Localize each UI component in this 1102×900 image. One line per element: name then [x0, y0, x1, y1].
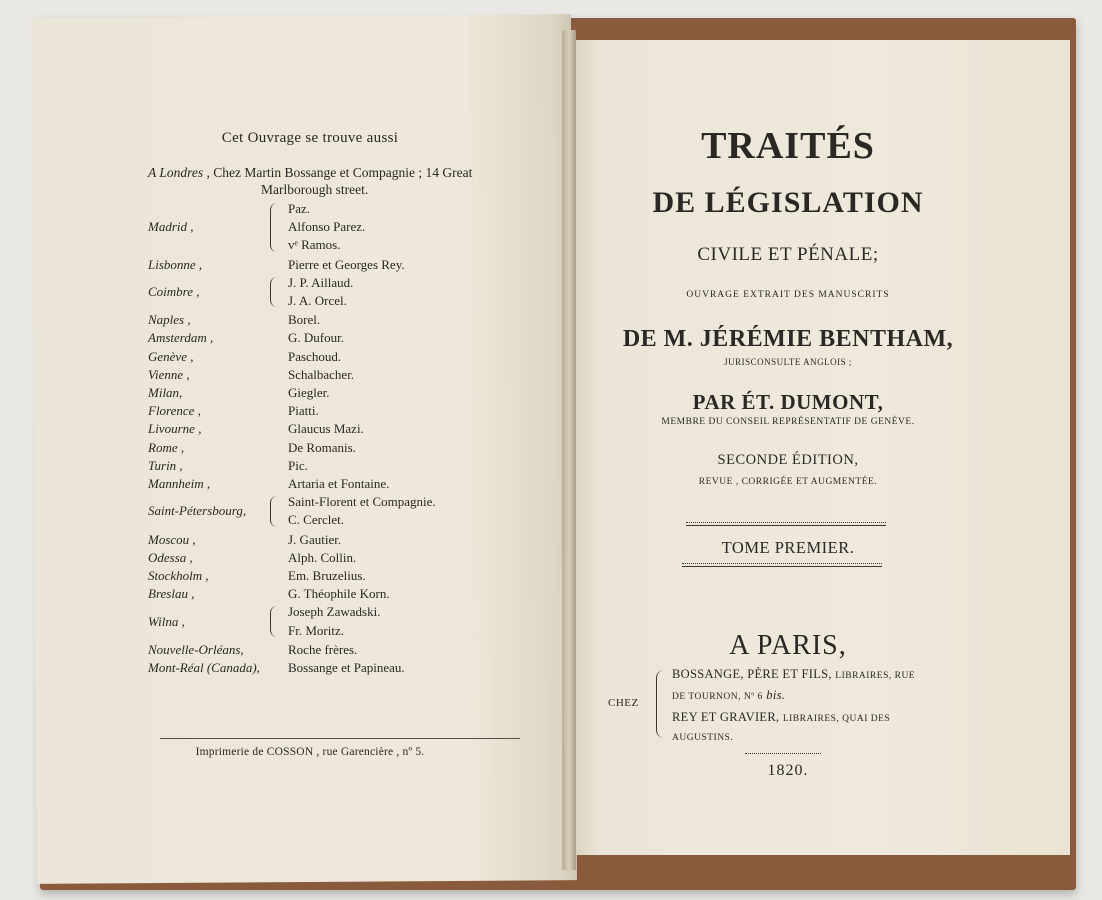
edition-note: REVUE , CORRIGÉE ET AUGMENTÉE. [698, 477, 878, 487]
bookseller-city: Milan, [148, 385, 183, 400]
bookseller-row [0, 200, 560, 255]
bookseller-name: Giegler. [288, 385, 330, 400]
bookseller-name: C. Cerclet. [288, 512, 344, 528]
bookseller-city: Florence , [148, 403, 201, 419]
year: 1820. [767, 762, 809, 779]
bookseller-city: Livourne , [148, 421, 202, 437]
bookseller-city: Stockholm , [148, 568, 209, 583]
publisher2-address: LIBRAIRES, QUAI DES [782, 714, 891, 724]
bookseller-name: J. P. Aillaud. [288, 274, 354, 290]
bookseller-row [0, 641, 560, 659]
printer-imprint: Imprimerie de COSSON , rue Garencière , nº 5. [195, 746, 425, 758]
chez-label: CHEZ [608, 697, 639, 709]
london-street: Marlborough street. [261, 182, 369, 197]
bookseller-row [0, 256, 560, 274]
bookseller-row [0, 311, 560, 329]
publisher2-name: REY ET GRAVIER, [672, 710, 780, 724]
bookseller-city: Turin , [148, 457, 183, 473]
bookseller-city: Odessa , [148, 549, 193, 565]
bookseller-row [0, 366, 560, 384]
extract-note: OUVRAGE EXTRAIT DES MANUSCRITS [686, 290, 890, 300]
bookseller-row [0, 603, 560, 639]
bookseller-name: Joseph Zawadski. [288, 604, 381, 620]
bookseller-city: Wilna , [148, 613, 185, 629]
bookseller-name: Borel. [288, 312, 321, 328]
bookseller-name: Bossange et Papineau. [288, 660, 405, 675]
publisher1-bis: bis. [766, 688, 786, 702]
bookseller-name: Paschoud. [288, 348, 342, 364]
bookseller-city: Moscou , [148, 531, 196, 547]
title-legislation: DE LÉGISLATION [652, 186, 924, 219]
bookseller-row [0, 384, 560, 402]
bookseller-row [0, 439, 560, 457]
bookseller-city: Nouvelle-Orléans, [148, 641, 244, 657]
london-entry [148, 164, 528, 198]
author-role: JURISCONSULTE ANGLOIS ; [724, 357, 852, 367]
london-city: A Londres , [148, 165, 210, 180]
bookseller-row [0, 585, 560, 603]
bookseller-city: Breslau , [148, 586, 195, 602]
volume-rule-bottom [682, 563, 882, 567]
bookseller-row [0, 475, 560, 493]
publisher1-name: BOSSANGE, PÈRE ET FILS, [672, 667, 832, 681]
imprint-city: A PARIS, [729, 630, 847, 661]
book-gutter [562, 30, 576, 870]
bookseller-row [0, 493, 560, 529]
bookseller-name: De Romanis. [288, 439, 356, 455]
bookseller-row [0, 348, 560, 366]
bookseller-name: Piatti. [288, 403, 319, 419]
bookseller-city: Saint-Pétersbourg, [148, 503, 247, 519]
bookseller-row [0, 402, 560, 420]
left-page-rule [160, 738, 520, 739]
bookseller-name: Em. Bruzelius. [288, 568, 366, 583]
bookseller-name: Pierre et Georges Rey. [288, 256, 405, 272]
publisher2-line2 [672, 729, 733, 744]
bookseller-row [0, 549, 560, 567]
bookseller-name: Glaucus Mazi. [288, 421, 364, 437]
bookseller-brace [270, 203, 277, 252]
bookseller-name: Pic. [288, 457, 308, 473]
bookseller-row [0, 659, 560, 677]
bookseller-name: Saint-Florent et Compagnie. [288, 494, 436, 510]
bookseller-row [0, 420, 560, 438]
bookseller-row [0, 274, 560, 310]
bookseller-name: Schalbacher. [288, 366, 355, 382]
bookseller-name: vᵉ Ramos. [288, 237, 341, 253]
publisher2-street: AUGUSTINS. [672, 733, 734, 743]
bookseller-row [0, 329, 560, 347]
bookseller-row [0, 567, 560, 585]
bookseller-name: G. Théophile Korn. [288, 586, 390, 602]
publisher1-address: LIBRAIRES, RUE [835, 671, 916, 681]
bookseller-name: Roche frères. [288, 641, 358, 657]
bookseller-name: Fr. Moritz. [288, 622, 344, 638]
bookseller-name: J. Gautier. [288, 531, 342, 547]
publisher2-line1 [672, 710, 890, 725]
publisher1-line1 [672, 667, 915, 682]
volume: TOME PREMIER. [721, 538, 855, 557]
bookseller-name: Artaria et Fontaine. [288, 476, 390, 491]
bookseller-row [0, 457, 560, 475]
bookseller-city: Amsterdam , [148, 330, 214, 346]
bookseller-city: Madrid , [148, 219, 194, 235]
editor: PAR ÉT. DUMONT, [692, 390, 884, 414]
subtitle: CIVILE ET PÉNALE; [697, 244, 879, 265]
london-bookseller: Chez Martin Bossange et Compagnie ; 14 Great [213, 165, 473, 180]
bookseller-city: Mannheim , [148, 476, 211, 491]
publisher1-line2 [672, 688, 785, 703]
bookseller-brace [270, 277, 277, 307]
publisher-brace [656, 670, 664, 738]
bookseller-city: Mont-Réal (Canada), [148, 660, 260, 675]
bookseller-city: Genève , [148, 348, 194, 364]
bookseller-city: Naples , [148, 312, 191, 328]
bookseller-name: Alph. Collin. [288, 549, 357, 565]
bookseller-name: J. A. Orcel. [288, 292, 347, 308]
publisher1-street: DE TOURNON, Nº 6 [672, 692, 763, 702]
bookseller-city: Rome , [148, 439, 185, 455]
bookseller-name: Paz. [288, 201, 311, 216]
bookseller-brace [270, 606, 277, 636]
author: DE M. JÉRÉMIE BENTHAM, [622, 326, 954, 352]
title-traites: TRAITÉS [701, 125, 875, 167]
bookseller-city: Vienne , [148, 366, 190, 382]
bookseller-row [0, 531, 560, 549]
left-page-heading: Cet Ouvrage se trouve aussi [221, 130, 399, 146]
bookseller-brace [270, 496, 277, 526]
bookseller-city: Lisbonne , [148, 256, 203, 272]
volume-rule-top [686, 522, 886, 526]
editor-role: MEMBRE DU CONSEIL REPRÉSENTATIF DE GENÈVE. [661, 417, 915, 427]
year-rule [745, 753, 821, 756]
bookseller-name: G. Dufour. [288, 330, 344, 346]
bookseller-city: Coimbre , [148, 283, 200, 299]
bookseller-name: Alfonso Parez. [288, 219, 366, 235]
edition: SECONDE ÉDITION, [717, 452, 859, 468]
